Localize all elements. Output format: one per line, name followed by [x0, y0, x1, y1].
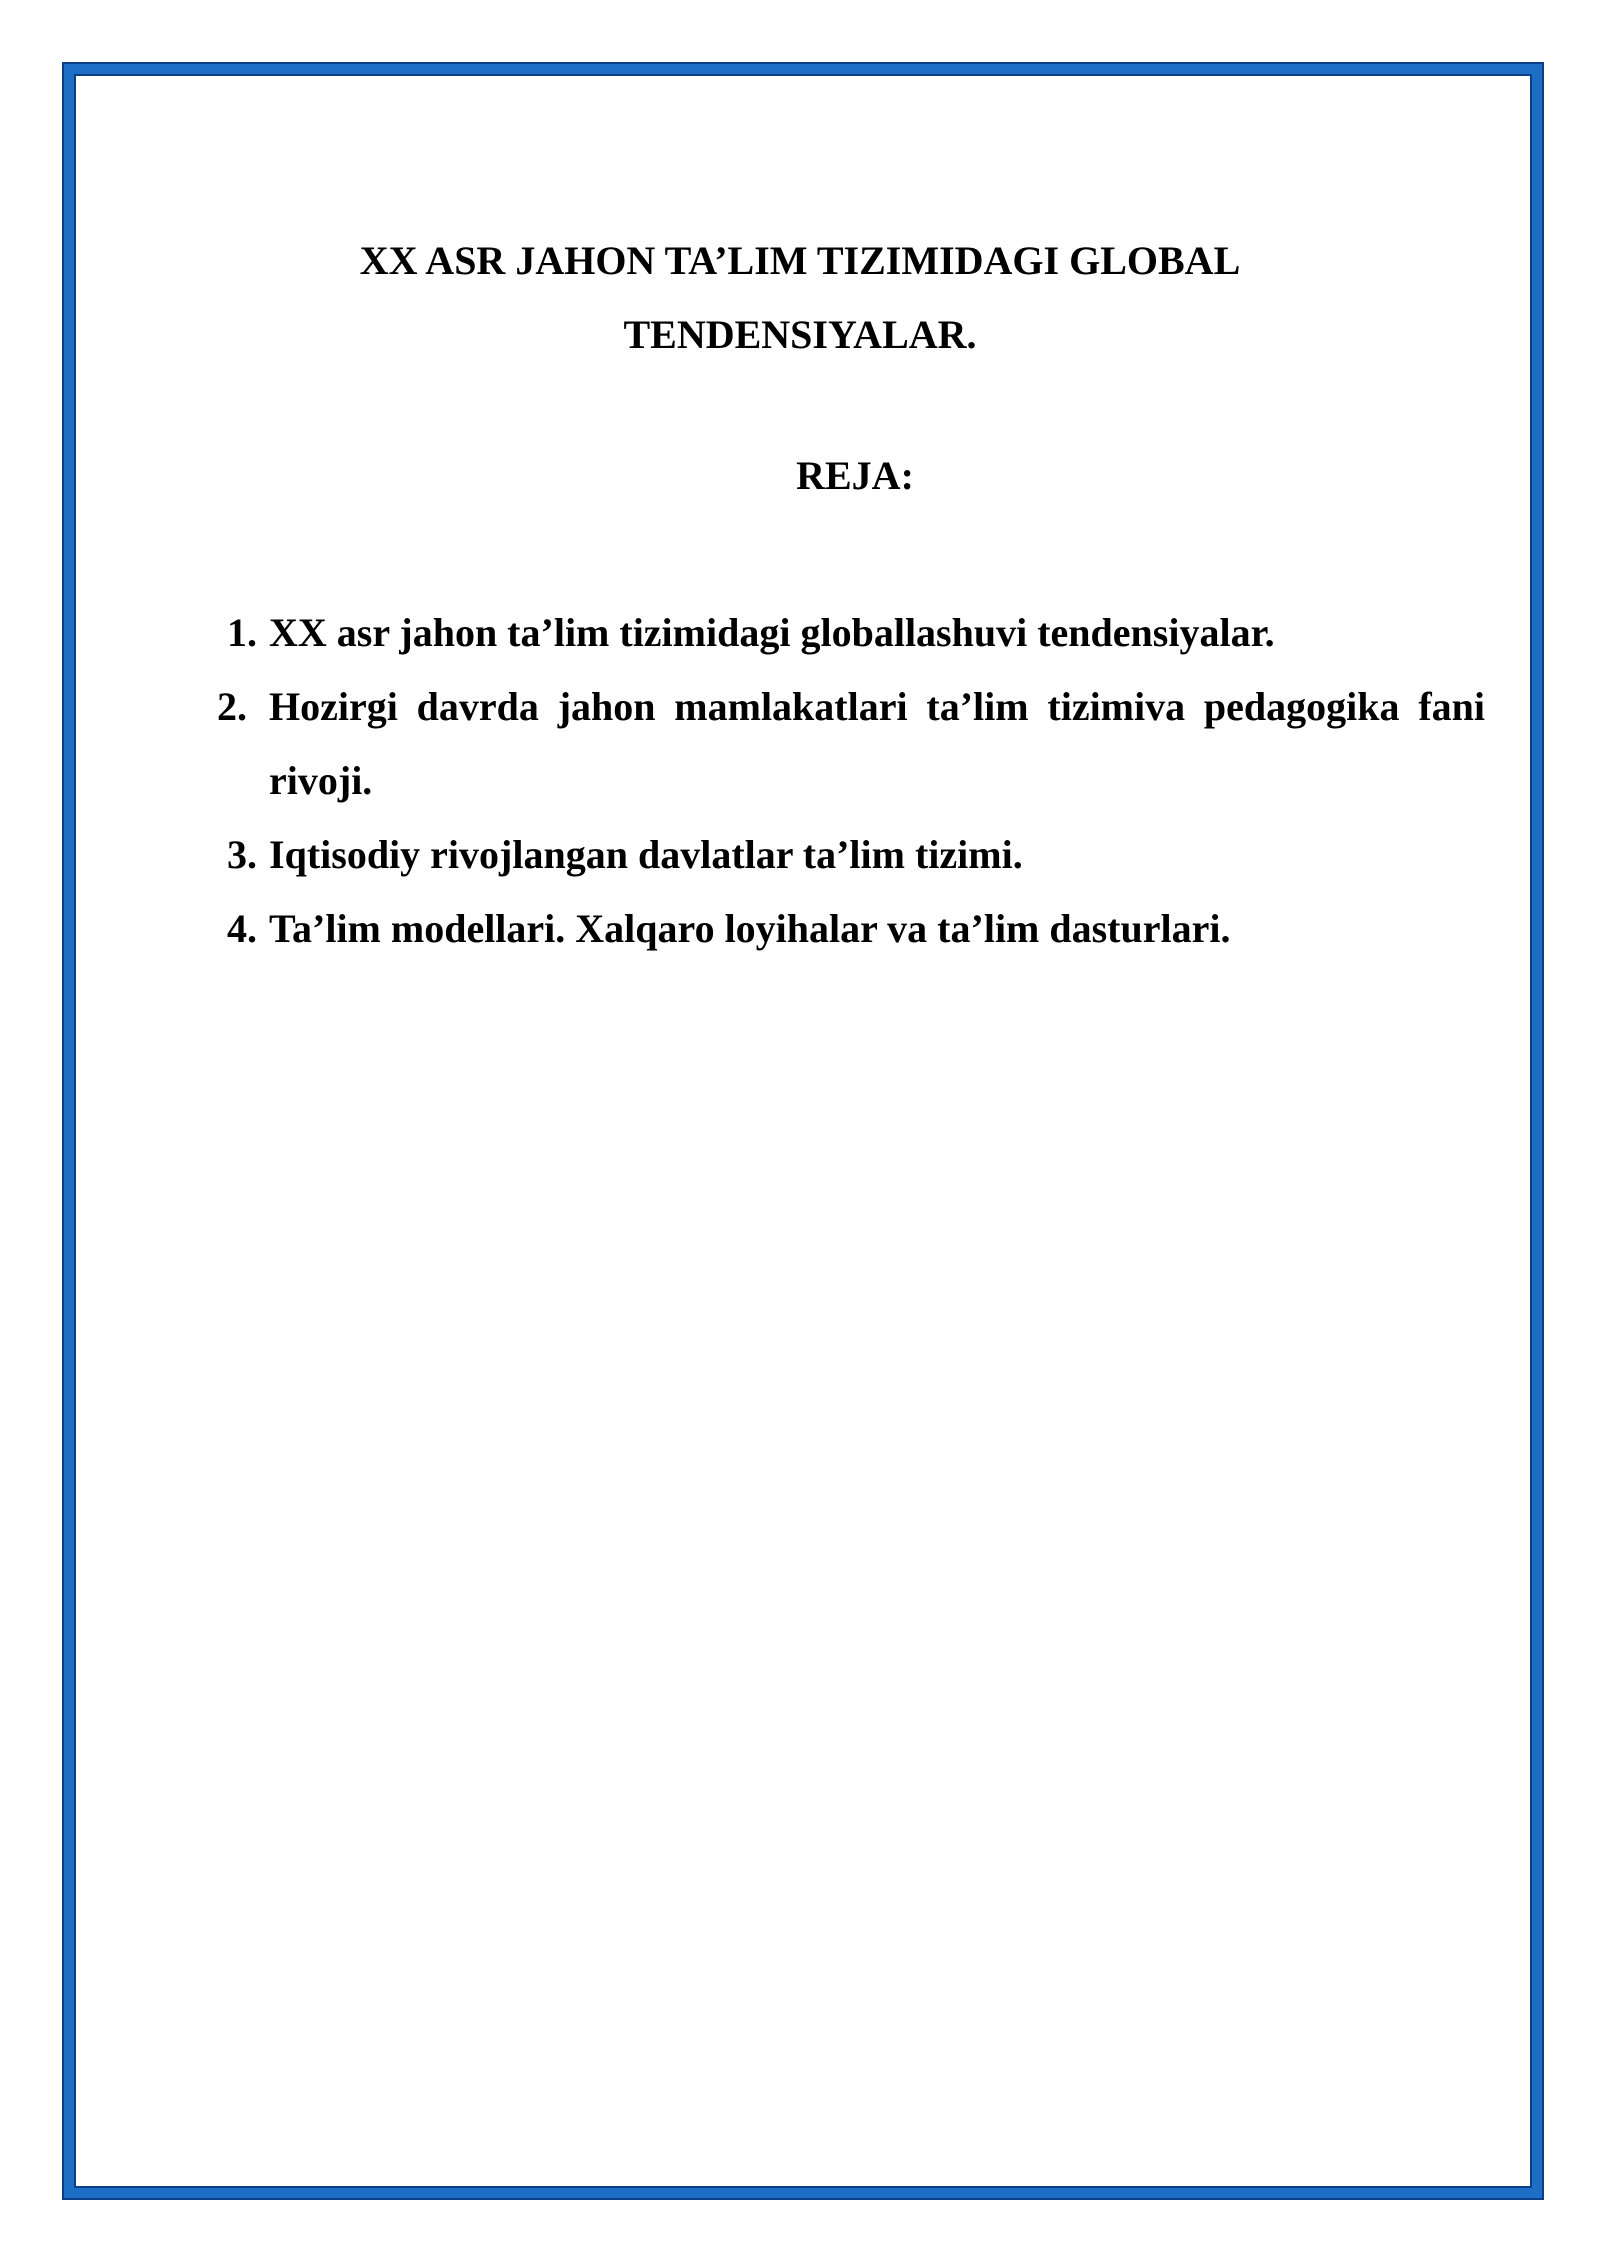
plan-item-text: Ta’lim modellari. Xalqaro loyihalar va ta’lim dasturlari.: [269, 906, 1231, 951]
plan-item-3: [215, 818, 1485, 892]
plan-item-number: 3.: [227, 832, 257, 877]
plan-list: [215, 596, 1485, 966]
plan-item-text: Hozirgi davrda jahon mamlakatlari ta’lim tizimiva pedagogika fani rivoji.: [269, 684, 1485, 803]
plan-item-2: [215, 670, 1485, 818]
title-line-1: XX ASR JAHON TA’LIM TIZIMIDAGI GLOBAL: [359, 238, 1241, 283]
plan-item-4: [215, 892, 1485, 966]
plan-item-text: Iqtisodiy rivojlangan davlatlar ta’lim tizimi.: [269, 832, 1023, 877]
plan-item-number: 2.: [217, 684, 247, 729]
document-title: [0, 224, 1600, 372]
plan-item-text: XX asr jahon ta’lim tizimidagi globallashuvi tendensiyalar.: [269, 610, 1275, 655]
plan-item-number: 4.: [227, 906, 257, 951]
plan-heading: REJA:: [796, 453, 914, 498]
page-border: [64, 64, 1542, 2198]
plan-item-1: [215, 596, 1485, 670]
plan-item-number: 1.: [227, 610, 257, 655]
title-line-2: TENDENSIYALAR.: [623, 312, 977, 357]
